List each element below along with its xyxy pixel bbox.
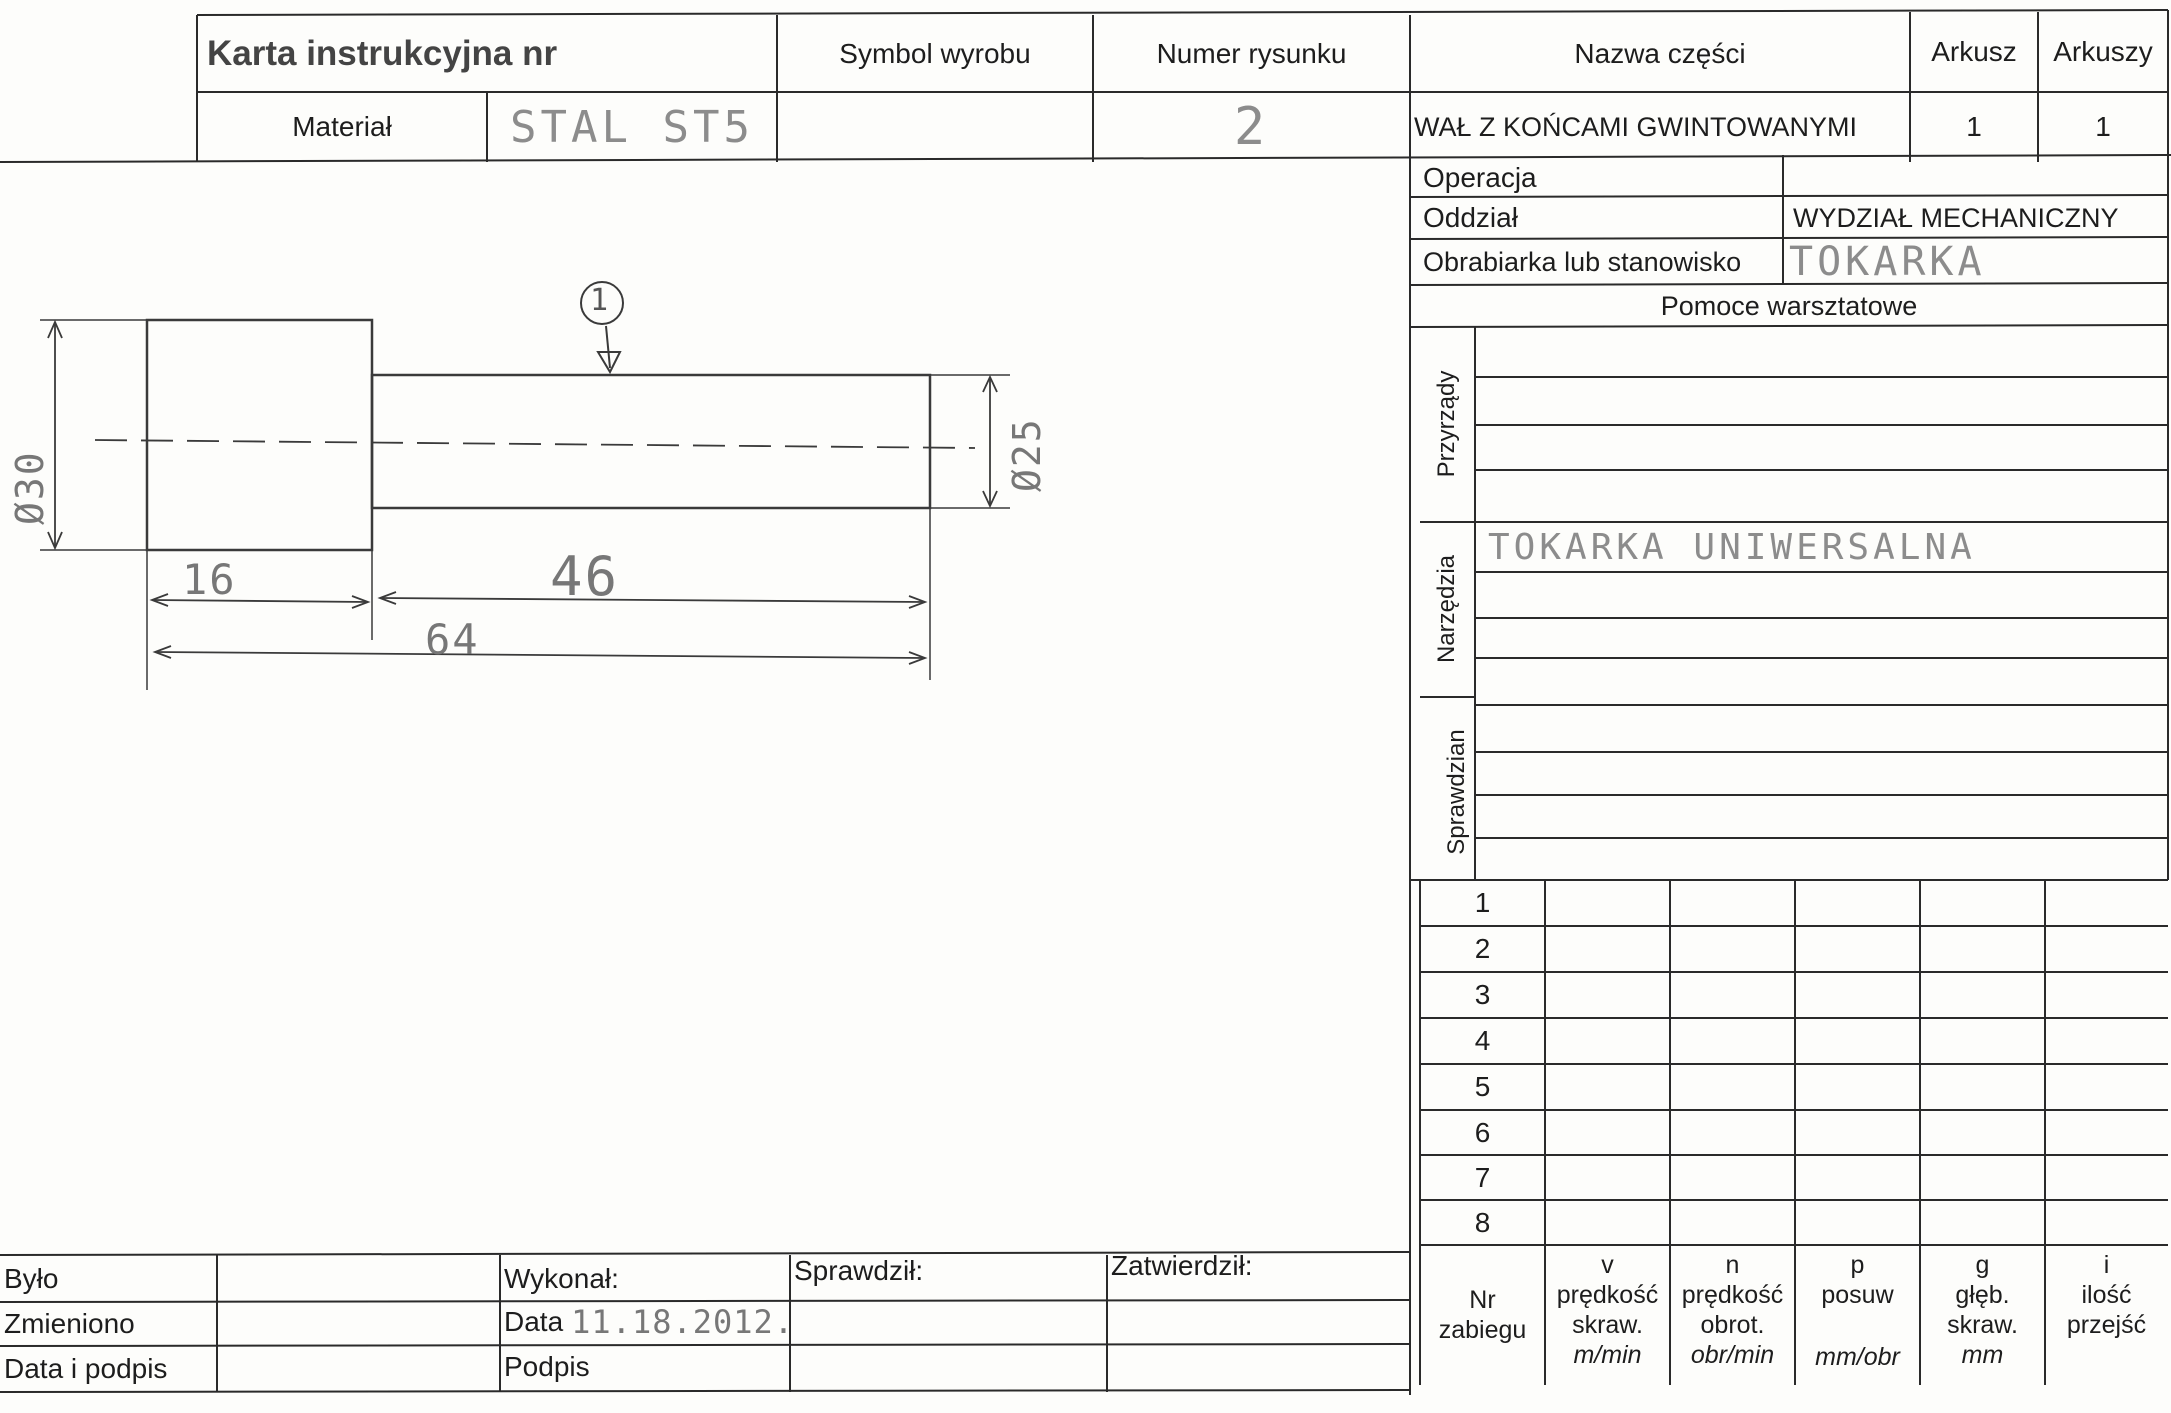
- shaft-small-section: [372, 375, 930, 508]
- changed-label: Zmieniono: [4, 1308, 135, 1339]
- speed-unit: m/min: [1573, 1341, 1642, 1369]
- drawing-number-value: 2: [1233, 97, 1270, 157]
- machine-value: TOKARKA: [1789, 239, 1986, 285]
- rpm-symbol: n: [1725, 1251, 1740, 1279]
- gauges-label: Sprawdzian: [1443, 729, 1470, 855]
- dim-line-64: [155, 652, 925, 658]
- dim-label-46: 46: [550, 545, 620, 608]
- step-number: 4: [1474, 1025, 1491, 1056]
- step-no-label: Nr zabiegu: [1438, 1286, 1527, 1344]
- col-header-passes: [2045, 1250, 2168, 1340]
- tools-label: Narzędzia: [1433, 554, 1460, 664]
- step-number: 1: [1474, 887, 1491, 918]
- step-number: 3: [1474, 979, 1491, 1010]
- sign-label: Podpis: [504, 1351, 590, 1382]
- department-value: WYDZIAŁ MECHANICZNY: [1793, 202, 2119, 233]
- passes-symbol: i: [2103, 1251, 2110, 1279]
- approved-label: Zatwierdził:: [1111, 1250, 1253, 1281]
- material-label: Materiał: [292, 111, 392, 142]
- workshop-aids-label: Pomoce warsztatowe: [1660, 290, 1918, 321]
- was-label: Było: [4, 1262, 59, 1294]
- dim-label-d25: Ø25: [1005, 417, 1049, 492]
- symbol-label: Symbol wyrobu: [839, 37, 1031, 69]
- step-number: 2: [1474, 933, 1491, 964]
- col-header-depth: [1920, 1250, 2045, 1370]
- sheet-value: 1: [1966, 111, 1982, 142]
- marker-number: 1: [590, 283, 609, 318]
- checked-label: Sprawdził:: [794, 1255, 924, 1286]
- shaft-large-section: [147, 320, 372, 550]
- col-header-speed: [1545, 1250, 1670, 1370]
- part-name-label: Nazwa części: [1574, 37, 1746, 69]
- step-number: 8: [1474, 1206, 1491, 1238]
- sheets-value: 1: [2095, 111, 2111, 142]
- feed-symbol: p: [1850, 1251, 1865, 1279]
- sheet-label: Arkusz: [1931, 36, 2017, 67]
- date-label: Data: [504, 1306, 564, 1337]
- speed-name: prędkość skraw.: [1556, 1281, 1659, 1339]
- col-header-step-no: [1420, 1285, 1545, 1345]
- part-name-value: WAŁ Z KOŃCAMI GWINTOWANYMI: [1414, 111, 1857, 142]
- tools-value: TOKARKA UNIWERSALNA: [1488, 526, 1976, 568]
- rpm-unit: obr/min: [1690, 1341, 1775, 1369]
- sheets-label: Arkuszy: [2053, 36, 2153, 67]
- made-by-label: Wykonał:: [504, 1262, 619, 1294]
- card-title: Karta instrukcyjna nr: [207, 33, 558, 73]
- feed-name: posuw: [1821, 1281, 1894, 1309]
- material-value: STAL ST5: [510, 101, 754, 153]
- step-number: 5: [1474, 1071, 1491, 1102]
- operation-value: [1783, 158, 2168, 197]
- dim-label-64: 64: [425, 615, 480, 664]
- rpm-name: prędkość obrot.: [1681, 1281, 1784, 1339]
- operation-label: Operacja: [1423, 161, 1537, 193]
- center-line: [95, 440, 975, 448]
- department-label: Oddział: [1423, 202, 1518, 233]
- step-number: 6: [1474, 1116, 1491, 1148]
- dim-label-d30: Ø30: [8, 450, 52, 525]
- date-value: 11.18.2012.: [571, 1303, 795, 1341]
- step-number: 7: [1474, 1161, 1491, 1193]
- date-row: [500, 1300, 795, 1344]
- depth-unit: mm: [1961, 1341, 2004, 1369]
- date-sign-label: Data i podpis: [4, 1353, 168, 1384]
- drawing-number-label: Numer rysunku: [1156, 37, 1347, 69]
- dim-label-16: 16: [182, 555, 237, 604]
- feed-unit: mm/obr: [1815, 1343, 1900, 1371]
- symbol-value: [777, 92, 1093, 162]
- passes-name: ilość przejść: [2066, 1281, 2147, 1339]
- dim-line-46: [380, 598, 925, 602]
- speed-symbol: v: [1601, 1251, 1614, 1279]
- machine-label: Obrabiarka lub stanowisko: [1423, 246, 1742, 277]
- depth-symbol: g: [1975, 1251, 1990, 1279]
- col-header-rpm: [1670, 1250, 1795, 1370]
- col-header-feed: [1795, 1250, 1920, 1372]
- fixtures-label: Przyrządy: [1433, 370, 1460, 478]
- depth-name: głęb. skraw.: [1947, 1281, 2018, 1339]
